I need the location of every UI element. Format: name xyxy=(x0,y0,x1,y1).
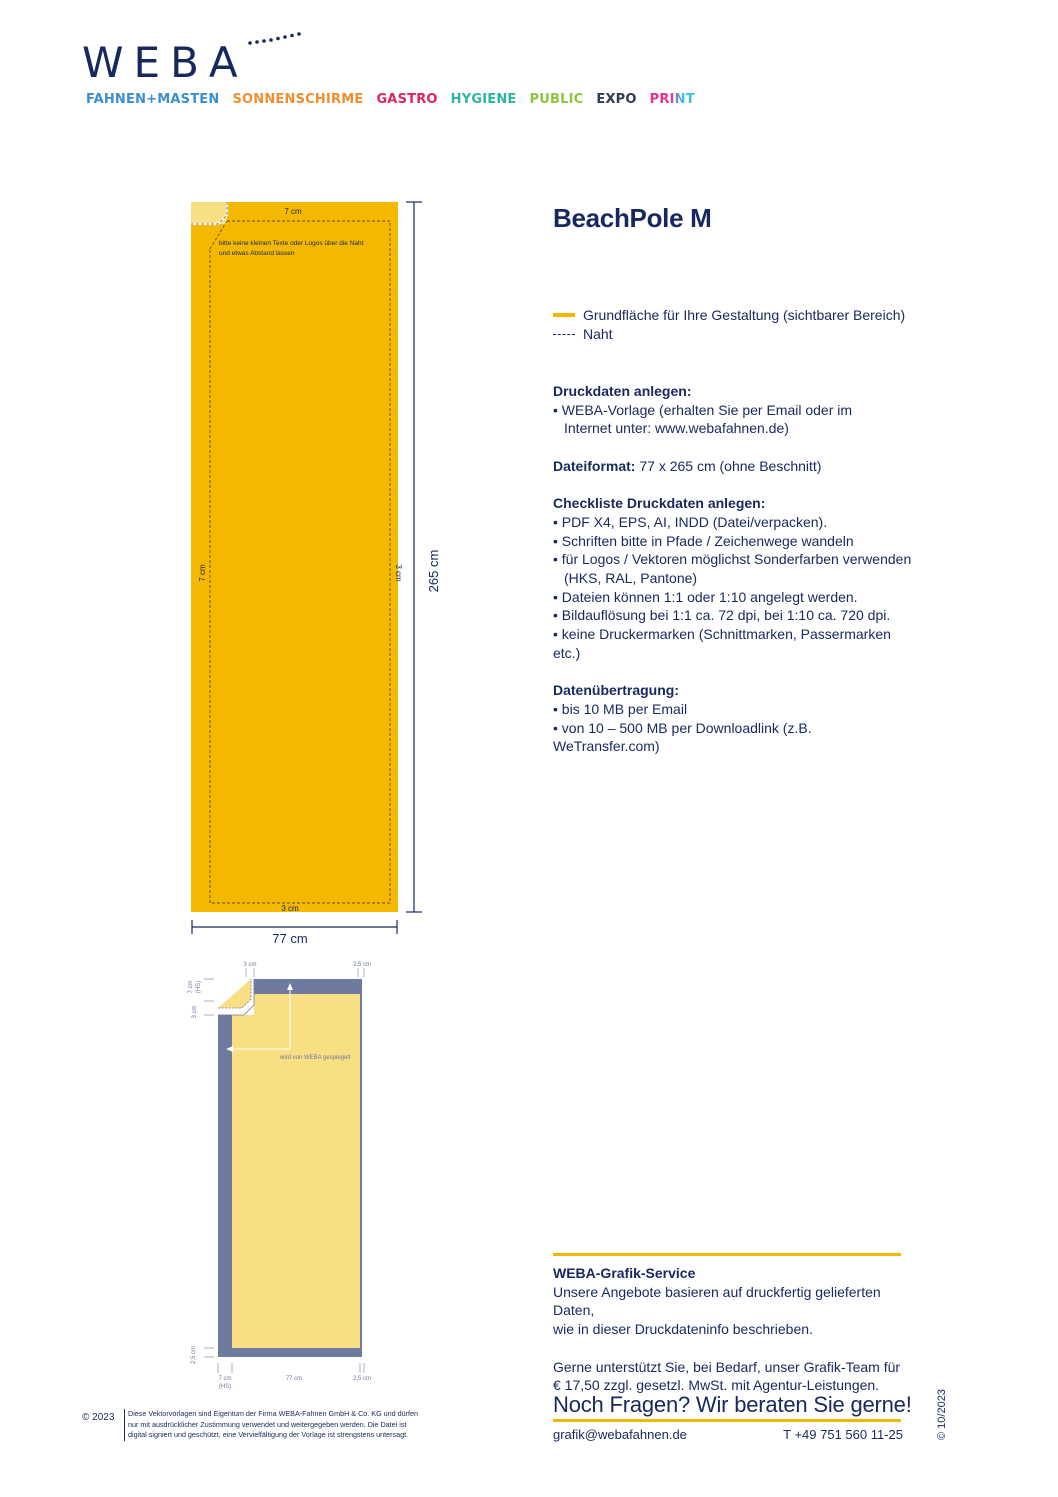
small-bottom-right-label: 2,5 cm xyxy=(352,1376,372,1382)
right-margin-label: 3 cm xyxy=(394,564,403,582)
nav-print[interactable]: PRINT xyxy=(649,92,695,107)
legal-line: digital signiert und geschützt, eine Vervielfältigung der Vorlage ist strengstens untersagt. xyxy=(128,1430,409,1439)
product-title: BeachPole M xyxy=(553,203,712,233)
mirror-note: wird von WEBA gespiegelt xyxy=(280,1055,351,1061)
height-label: 265 cm xyxy=(426,549,441,593)
service-text: € 17,50 zzgl. gesetzl. MwSt. mit Agentur-Leistungen. xyxy=(553,1377,880,1394)
legal-line: Diese Vektorvorlagen sind Eigentum der Firma WEBA-Fahnen GmbH & Co. KG und dürfen xyxy=(128,1409,419,1418)
druckdaten-heading: Druckdaten anlegen: xyxy=(553,383,692,399)
small-left-top-hs: (HS) xyxy=(196,980,202,994)
service-text: wie in dieser Druckdateninfo beschrieben. xyxy=(553,1321,813,1338)
checkliste-item: • PDF X4, EPS, AI, INDD (Datei/verpacken). xyxy=(553,513,828,530)
small-left-bottom-label: 2,5 cm xyxy=(191,1345,197,1365)
dateiformat-label: Dateiformat: xyxy=(553,457,636,474)
width-label: 77 cm xyxy=(272,931,308,946)
top-margin-label: 7 cm xyxy=(284,207,302,216)
druckdaten-item-cont: Internet unter: www.webafahnen.de) xyxy=(564,420,789,437)
yellow-swatch-icon xyxy=(553,313,575,317)
small-top-left-label: 3 cm xyxy=(243,962,257,968)
service-heading: WEBA-Grafik-Service xyxy=(553,1265,696,1281)
version-date: © 10/2023 xyxy=(936,1389,948,1440)
weba-logo: WEBA xyxy=(82,38,248,87)
checkliste-item: • Bildauflösung bei 1:1 ca. 72 dpi, bei 1:10 ca. 720 dpi. xyxy=(553,607,891,624)
main-template-diagram xyxy=(180,195,450,955)
legend-seam xyxy=(553,326,613,342)
small-top-right-label: 2,5 cm xyxy=(352,962,372,968)
checkliste-item: • Dateien können 1:1 oder 1:10 angelegt werden. xyxy=(553,588,858,605)
checkliste-heading: Checkliste Druckdaten anlegen: xyxy=(553,495,766,512)
note-line-2: und etwas Abstand lassen xyxy=(219,250,295,257)
small-left-top-label: 7 cm xyxy=(188,980,194,994)
nav-gastro[interactable]: GASTRO xyxy=(376,92,438,107)
cta-question: Noch Fragen? Wir beraten Sie gerne! xyxy=(553,1392,912,1417)
print-area xyxy=(191,202,398,912)
left-margin-label: 7 cm xyxy=(198,564,207,582)
small-left-mid-label: 3 cm xyxy=(192,1005,198,1019)
email-link[interactable]: grafik@webafahnen.de xyxy=(553,1427,687,1442)
nav-hygiene[interactable]: HYGIENE xyxy=(450,92,517,107)
copyright: © 2023 xyxy=(82,1412,115,1423)
legal-notice xyxy=(124,1409,448,1441)
checkliste-item: (HKS, RAL, Pantone) xyxy=(564,570,698,586)
sleeve-diagram xyxy=(180,955,380,1395)
checkliste-item: • Schriften bitte in Pfade / Zeichenwege wandeln xyxy=(553,532,854,549)
sleeve-inner xyxy=(232,994,360,1348)
small-bottom-mid-label: 77 cm xyxy=(285,1376,303,1382)
print-info xyxy=(553,382,913,756)
category-nav xyxy=(86,92,695,107)
note-line-1: bitte keine kleinen Texte oder Logos über die Naht xyxy=(219,240,364,247)
contact-row xyxy=(553,1427,903,1442)
dateiformat-value: 77 x 265 cm (ohne Beschnitt) xyxy=(635,457,822,474)
logo-dots-icon xyxy=(247,30,307,50)
small-bottom-left-hs: (HS) xyxy=(218,1384,232,1390)
checkliste-item: • für Logos / Vektoren möglichst Sonderfarben verwenden xyxy=(553,551,912,568)
nav-sonnenschirme[interactable]: SONNENSCHIRME xyxy=(232,92,364,107)
service-text: Gerne unterstützt Sie, bei Bedarf, unser Grafik-Team für xyxy=(553,1358,901,1375)
dateiformat-line xyxy=(553,457,913,476)
nav-expo[interactable]: EXPO xyxy=(596,92,637,107)
legal-line: nur mit ausdrücklicher Zustimmung verwendet und weitergegeben werden. Die Datei ist xyxy=(128,1419,407,1429)
druckdaten-item: • WEBA-Vorlage (erhalten Sie per Email oder im xyxy=(553,401,853,418)
nav-fahnen-masten[interactable]: FAHNEN+MASTEN xyxy=(86,92,220,107)
legend-area-label: Grundfläche für Ihre Gestaltung (sichtbarer Bereich) xyxy=(583,307,906,323)
legend-seam-label: Naht xyxy=(583,326,613,342)
phone-number[interactable]: T +49 751 560 11-25 xyxy=(783,1427,903,1442)
divider-line xyxy=(553,1253,901,1256)
transfer-heading: Datenübertragung: xyxy=(553,682,679,699)
transfer-item: • von 10 – 500 MB per Downloadlink (z.B. WeTransfer.com) xyxy=(553,719,812,755)
service-text: Unsere Angebote basieren auf druckfertig gelieferten Daten, xyxy=(553,1283,881,1319)
bottom-margin-label: 3 cm xyxy=(281,904,299,913)
legend-area xyxy=(553,307,905,323)
grafik-service xyxy=(553,1264,913,1395)
transfer-item: • bis 10 MB per Email xyxy=(553,700,688,717)
nav-public[interactable]: PUBLIC xyxy=(529,92,584,107)
checkliste-item: • keine Druckermarken (Schnittmarken, Passermarken etc.) xyxy=(553,626,891,661)
cta-underline xyxy=(553,1419,901,1422)
dashed-line-icon xyxy=(553,334,575,335)
small-bottom-left-label: 7 cm xyxy=(218,1376,232,1382)
